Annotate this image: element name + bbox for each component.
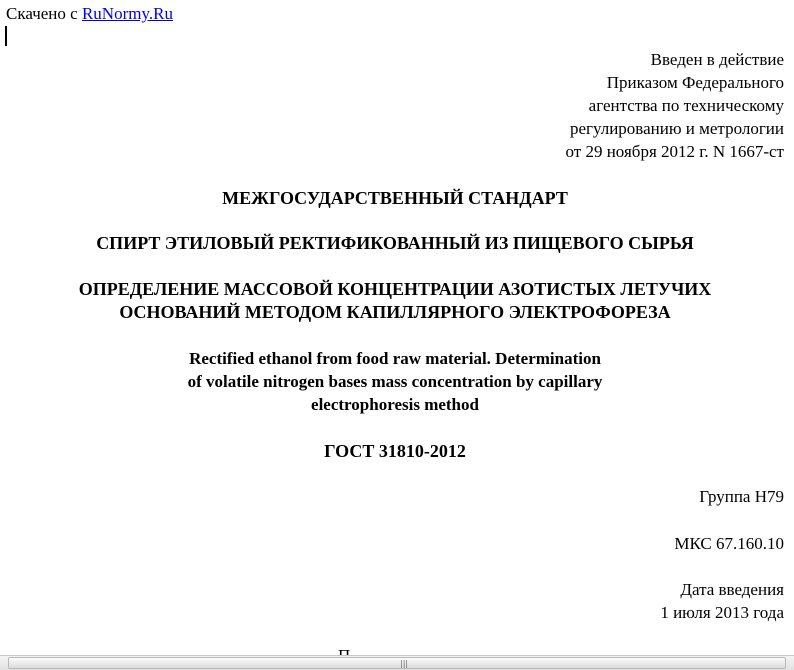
standard-type-heading: МЕЖГОСУДАРСТВЕННЫЙ СТАНДАРТ [222, 188, 568, 208]
approval-block [566, 48, 785, 163]
standard-subtitle-ru [0, 278, 790, 324]
title-en-line: of volatile nitrogen bases mass concentration by capillary [187, 372, 603, 391]
standard-title-ru: СПИРТ ЭТИЛОВЫЙ РЕКТИФИКОВАННЫЙ ИЗ ПИЩЕВОГО СЫРЬЯ [96, 233, 694, 253]
title-en-line: electrophoresis method [311, 395, 479, 414]
introduction-date-block [660, 578, 784, 624]
mks-code: МКС 67.160.10 [674, 534, 784, 553]
subtitle-ru-line: ОСНОВАНИЙ МЕТОДОМ КАПИЛЛЯРНОГО ЭЛЕКТРОФОРЕЗА [119, 302, 671, 322]
approval-line: Введен в действие [650, 50, 784, 69]
approval-line: от 29 ноября 2012 г. N 1667-ст [565, 142, 784, 161]
standard-title-en [0, 347, 790, 416]
download-source-line [6, 4, 173, 24]
introduction-label: Дата введения [680, 580, 784, 599]
approval-line: регулированию и метрологии [569, 119, 784, 138]
downloaded-prefix: Скачено с [6, 4, 78, 23]
horizontal-scrollbar[interactable] [0, 655, 794, 670]
title-en-line: Rectified ethanol from food raw material. Determination [189, 349, 601, 368]
standard-code: ГОСТ 31810-2012 [324, 441, 466, 461]
grip-icon: ||| [400, 659, 409, 668]
introduction-date: 1 июля 2013 года [660, 603, 784, 622]
group-label: Группа Н79 [699, 487, 784, 506]
approval-line: агентства по техническому [588, 96, 784, 115]
text-cursor [5, 26, 7, 46]
approval-line: Приказом Федерального [606, 73, 784, 92]
subtitle-ru-line: ОПРЕДЕЛЕНИЕ МАССОВОЙ КОНЦЕНТРАЦИИ АЗОТИСТЫХ ЛЕТУЧИХ [78, 279, 712, 299]
runormy-link[interactable]: RuNormy.Ru [81, 4, 173, 23]
scrollbar-thumb[interactable] [8, 657, 786, 669]
